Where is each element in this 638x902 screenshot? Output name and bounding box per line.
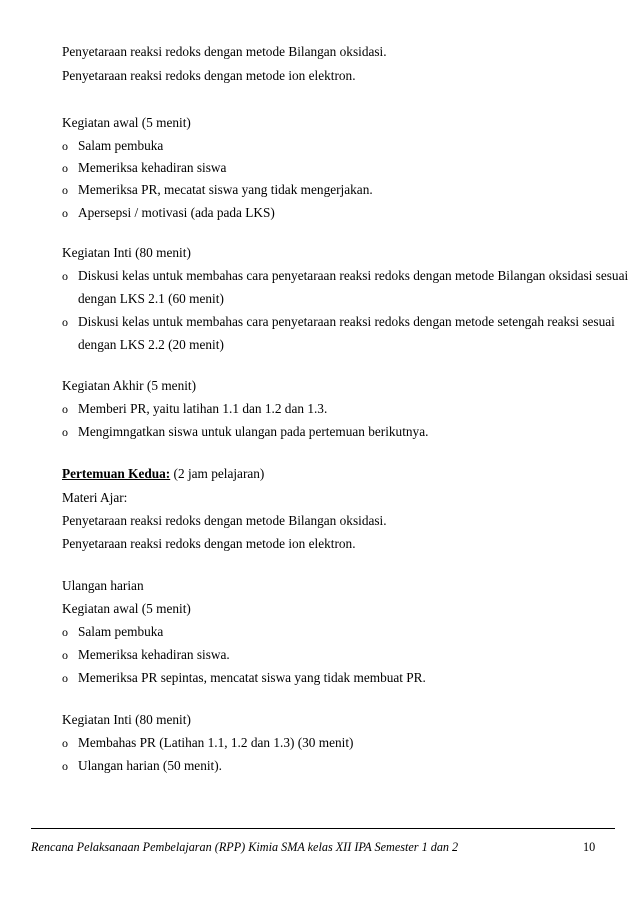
list-item-continuation: dengan LKS 2.2 (20 menit) bbox=[78, 337, 224, 352]
bullet-icon: o bbox=[62, 139, 68, 153]
footer-divider bbox=[31, 828, 615, 829]
bullet-icon: o bbox=[62, 671, 68, 685]
section-heading: Kegiatan Inti (80 menit) bbox=[62, 712, 191, 727]
list-item: Salam pembuka bbox=[78, 138, 164, 153]
list-item: Memberi PR, yaitu latihan 1.1 dan 1.2 dan 1.3. bbox=[78, 401, 328, 416]
list-item: Memeriksa PR sepintas, mencatat siswa yang tidak membuat PR. bbox=[78, 670, 426, 685]
bullet-icon: o bbox=[62, 206, 68, 220]
section-heading: Kegiatan awal (5 menit) bbox=[62, 601, 191, 616]
bullet-icon: o bbox=[62, 648, 68, 662]
bullet-icon: o bbox=[62, 625, 68, 639]
list-item: Diskusi kelas untuk membahas cara penyetaraan reaksi redoks dengan metode setengah reaksi sesuai bbox=[78, 314, 615, 329]
list-item: Memeriksa kehadiran siswa bbox=[78, 160, 227, 175]
text-line: Penyetaraan reaksi redoks dengan metode Bilangan oksidasi. bbox=[62, 44, 387, 59]
meeting-heading bbox=[62, 466, 264, 482]
page-number: 10 bbox=[583, 840, 596, 854]
text-line: Penyetaraan reaksi redoks dengan metode ion elektron. bbox=[62, 68, 356, 83]
bullet-icon: o bbox=[62, 269, 68, 283]
list-item: Mengimngatkan siswa untuk ulangan pada pertemuan berikutnya. bbox=[78, 424, 429, 439]
bullet-icon: o bbox=[62, 161, 68, 175]
section-heading: Kegiatan Akhir (5 menit) bbox=[62, 378, 197, 393]
meeting-duration: (2 jam pelajaran) bbox=[170, 466, 265, 481]
bullet-icon: o bbox=[62, 183, 68, 197]
bullet-icon: o bbox=[62, 736, 68, 750]
list-item: Apersepsi / motivasi (ada pada LKS) bbox=[78, 205, 275, 220]
list-item: Membahas PR (Latihan 1.1, 1.2 dan 1.3) (30 menit) bbox=[78, 735, 354, 750]
list-item: Ulangan harian (50 menit). bbox=[78, 758, 222, 773]
meeting-label: Pertemuan Kedua: bbox=[62, 466, 171, 481]
text-line: Penyetaraan reaksi redoks dengan metode ion elektron. bbox=[62, 536, 356, 551]
section-heading: Kegiatan Inti (80 menit) bbox=[62, 245, 191, 260]
bullet-icon: o bbox=[62, 315, 68, 329]
bullet-icon: o bbox=[62, 425, 68, 439]
list-item: Diskusi kelas untuk membahas cara penyetaraan reaksi redoks dengan metode Bilangan oksidasi sesuai bbox=[78, 268, 629, 283]
bullet-icon: o bbox=[62, 759, 68, 773]
bullet-icon: o bbox=[62, 402, 68, 416]
section-heading: Materi Ajar: bbox=[62, 490, 128, 505]
list-item: Memeriksa PR, mecatat siswa yang tidak mengerjakan. bbox=[78, 182, 373, 197]
footer-text: Rencana Pelaksanaan Pembelajaran (RPP) Kimia SMA kelas XII IPA Semester 1 dan 2 bbox=[31, 840, 459, 854]
section-heading: Ulangan harian bbox=[62, 578, 144, 593]
text-line: Penyetaraan reaksi redoks dengan metode Bilangan oksidasi. bbox=[62, 513, 387, 528]
list-item: Salam pembuka bbox=[78, 624, 164, 639]
section-heading: Kegiatan awal (5 menit) bbox=[62, 115, 191, 130]
list-item-continuation: dengan LKS 2.1 (60 menit) bbox=[78, 291, 224, 306]
list-item: Memeriksa kehadiran siswa. bbox=[78, 647, 230, 662]
